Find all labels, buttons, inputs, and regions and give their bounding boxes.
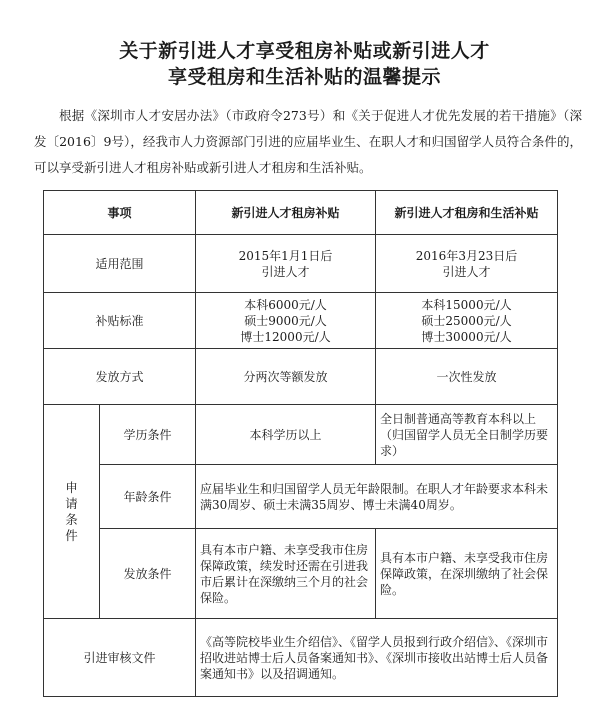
- header-rent-subsidy: 新引进人才租房补贴: [196, 191, 376, 235]
- issue-rent-living: 具有本市户籍、未享受我市住房保障政策，在深圳缴纳了社会保险。: [376, 529, 558, 619]
- header-item: 事项: [44, 191, 196, 235]
- scope-rent: 2015年1月1日后 引进人才: [196, 235, 376, 293]
- table-row-age: [44, 465, 558, 529]
- document-title-line-2: 享受租房和生活补贴的温馨提示: [167, 66, 441, 88]
- scope-rent-living: 2016年3月23日后 引进人才: [376, 235, 558, 293]
- review-documents: 《高等院校毕业生介绍信》、《留学人员报到行政介绍信》、《深圳市招收进站博士后人员备案通知书》、《深圳市接收出站博士后人员备案通知书》以及招调通知。: [196, 619, 558, 697]
- row-label-review: 引进审核文件: [44, 619, 196, 697]
- document-title-line-1: 关于新引进人才享受租房补贴或新引进人才: [119, 40, 490, 62]
- row-label-payment: 发放方式: [44, 349, 196, 405]
- age-condition: 应届毕业生和归国留学人员无年龄限制。在职人才年龄要求本科未满30周岁、硕士未满35周岁、博士未满40周岁。: [196, 465, 558, 529]
- table-row-issue: [44, 529, 558, 619]
- header-rent-living-subsidy: 新引进人才租房和生活补贴: [376, 191, 558, 235]
- row-label-scope: 适用范围: [44, 235, 196, 293]
- row-label-issue: 发放条件: [100, 529, 196, 619]
- row-label-age: 年龄条件: [100, 465, 196, 529]
- table-row-payment: [44, 349, 558, 405]
- table-row-review: [44, 619, 558, 697]
- payment-rent: 分两次等额发放: [196, 349, 376, 405]
- row-label-standard: 补贴标准: [44, 293, 196, 349]
- conditions-group-label: 申 请 条 件: [44, 405, 100, 619]
- issue-rent: 具有本市户籍、未享受我市住房保障政策，续发时还需在引进我市后累计在深缴纳三个月的社会保险。: [196, 529, 376, 619]
- row-label-education: 学历条件: [100, 405, 196, 465]
- table-row-standard: [44, 293, 558, 349]
- table-row-education: [44, 405, 558, 465]
- standard-rent: 本科6000元/人 硕士9000元/人 博士12000元/人: [196, 293, 376, 349]
- table-row-scope: [44, 235, 558, 293]
- table-header-row: [44, 191, 558, 235]
- intro-paragraph: 根据《深圳市人才安居办法》（市政府令273号）和《关于促进人才优先发展的若干措施》（深发〔2016〕9号），经我市人力资源部门引进的应届毕业生、在职人才和归国留学人员符合条件的，可以享受新引进人才租房补贴或新引进人才租房和生活补贴。: [34, 108, 582, 175]
- education-rent-living: 全日制普通高等教育本科以上（归国留学人员无全日制学历要求）: [376, 405, 558, 465]
- subsidy-table: [43, 190, 558, 697]
- education-rent: 本科学历以上: [196, 405, 376, 465]
- standard-rent-living: 本科15000元/人 硕士25000元/人 博士30000元/人: [376, 293, 558, 349]
- payment-rent-living: 一次性发放: [376, 349, 558, 405]
